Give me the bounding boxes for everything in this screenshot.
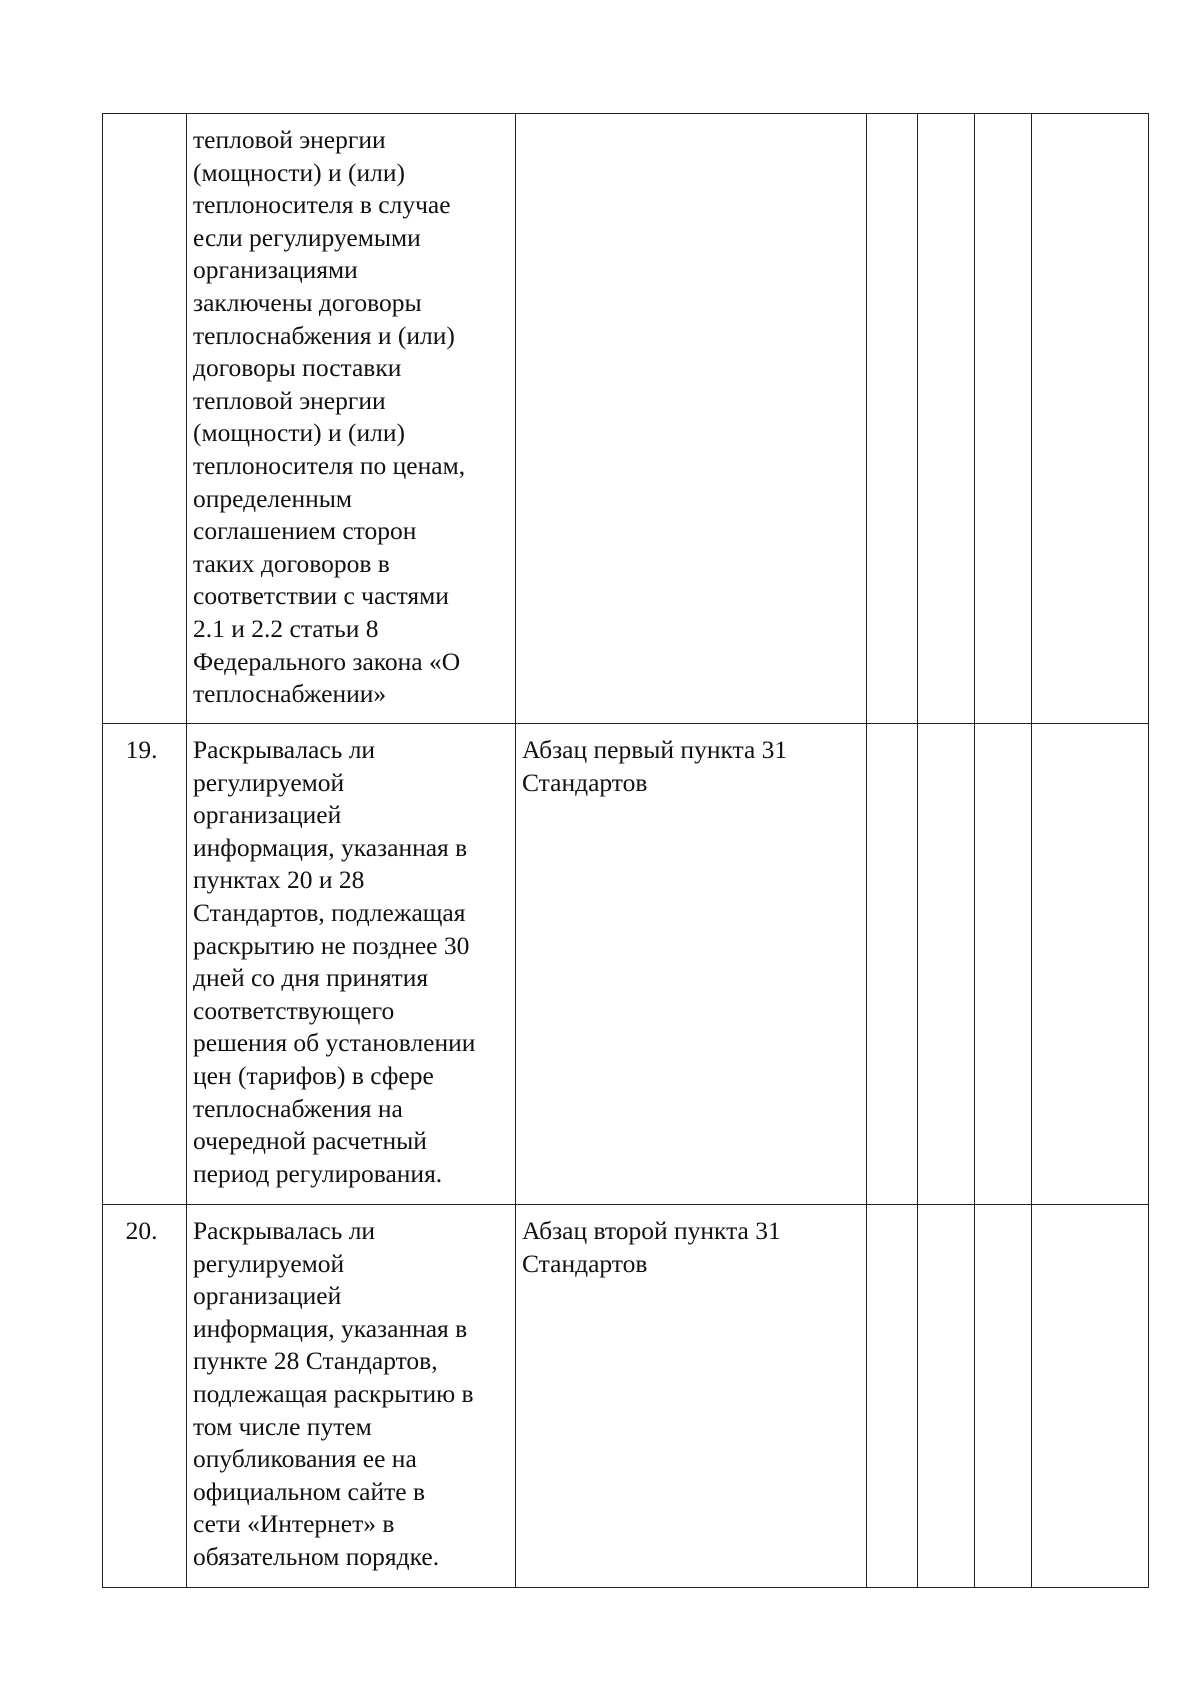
reference-cell: [516, 114, 867, 724]
row-number-cell: [103, 114, 187, 724]
table-row: [103, 114, 1149, 724]
answer-no-cell: [918, 724, 975, 1205]
answer-yes-cell: [867, 724, 918, 1205]
answer-na-cell: [975, 1205, 1032, 1588]
row-number-cell: 20.: [103, 1205, 187, 1588]
reference-cell: Абзац второй пункта 31 Стандартов: [516, 1205, 867, 1588]
answer-no-cell: [918, 1205, 975, 1588]
table-row: [103, 1205, 1149, 1588]
answer-yes-cell: [867, 1205, 918, 1588]
row-number-cell: 19.: [103, 724, 187, 1205]
note-cell: [1032, 1205, 1149, 1588]
question-cell: Раскрывалась ли регулируемой организацией информация, указанная в пунктах 20 и 28 Стандартов, подлежащая раскрытию не позднее 30 дней со дня принятия соответствующего решения об установлении цен (тарифов) в сфере теплоснабжения на очередной расчетный период регулирования.: [187, 724, 516, 1205]
table-row: [103, 724, 1149, 1205]
note-cell: [1032, 724, 1149, 1205]
answer-na-cell: [975, 724, 1032, 1205]
reference-cell: Абзац первый пункта 31 Стандартов: [516, 724, 867, 1205]
note-cell: [1032, 114, 1149, 724]
answer-no-cell: [918, 114, 975, 724]
answer-na-cell: [975, 114, 1032, 724]
question-cell: тепловой энергии (мощности) и (или) теплоносителя в случае если регулируемыми организациями заключены договоры теплоснабжения и (или) договоры поставки тепловой энергии (мощности) и (или) теплоносителя по ценам, определенным соглашением сторон таких договоров в соответствии с частями 2.1 и 2.2 статьи 8 Федерального закона «О теплоснабжении»: [187, 114, 516, 724]
checklist-table: [102, 113, 1149, 1588]
answer-yes-cell: [867, 114, 918, 724]
question-cell: Раскрывалась ли регулируемой организацией информация, указанная в пункте 28 Стандартов, подлежащая раскрытию в том числе путем опубликования ее на официальном сайте в сети «Интернет» в обязательном порядке.: [187, 1205, 516, 1588]
